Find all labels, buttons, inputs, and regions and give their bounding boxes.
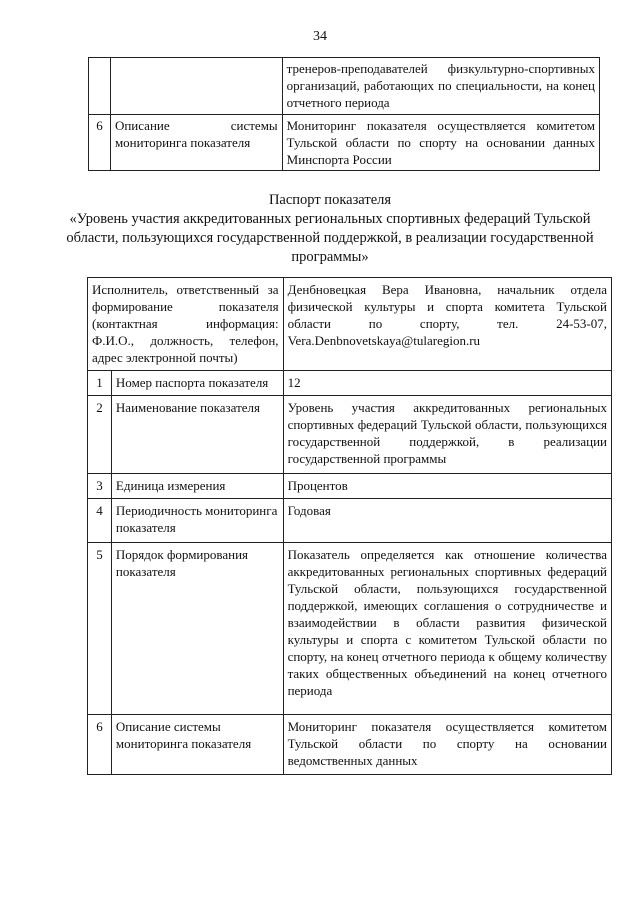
- passport-title: Паспорт показателя: [268, 192, 392, 208]
- row-number: 6: [88, 715, 112, 775]
- row-label: Единица измерения: [111, 474, 283, 499]
- row-value: Годовая: [283, 499, 611, 543]
- row-number: 1: [88, 371, 112, 396]
- row-label: Номер паспорта показателя: [111, 371, 283, 396]
- row-label: Порядок формирования показателя: [111, 543, 283, 715]
- row-number: 5: [88, 543, 112, 715]
- row-label: [110, 58, 282, 115]
- page-number: 34: [313, 29, 327, 44]
- row-number: 4: [88, 499, 112, 543]
- row-number: 3: [88, 474, 112, 499]
- row-value: Уровень участия аккредитованных региональных спортивных федераций Тульской области, пользующихся государственной поддержкой, в реализации государственной программы: [283, 396, 611, 474]
- table-row: [89, 58, 600, 115]
- row-value: Процентов: [283, 474, 611, 499]
- table-row: [88, 715, 612, 775]
- passport-heading-block: [60, 191, 600, 267]
- passport-subtitle: «Уровень участия аккредитованных региональных спортивных федераций Тульской области, пользующихся государственной поддержкой, в реализации государственной программы»: [66, 211, 594, 265]
- executor-label: Исполнитель, ответственный за формирование показателя (контактная информация: Ф.И.О., должность, телефон, адрес электронной почты): [88, 278, 284, 371]
- table-row: [88, 396, 612, 474]
- row-value: тренеров-преподавателей физкультурно-спортивных организаций, работающих по специальности, на конец отчетного периода: [282, 58, 599, 115]
- row-label: Описание системы мониторинга показателя: [111, 715, 283, 775]
- row-value: 12: [283, 371, 611, 396]
- row-value: Мониторинг показателя осуществляется комитетом Тульской области по спорту на основании данных Минспорта России: [282, 115, 599, 171]
- table-row: [88, 499, 612, 543]
- table-row: [88, 543, 612, 715]
- table-row: [89, 115, 600, 171]
- table-row: [88, 474, 612, 499]
- row-value: Мониторинг показателя осуществляется комитетом Тульской области по спорту на основании ведомственных данных: [283, 715, 611, 775]
- row-label: Описание системы мониторинга показателя: [110, 115, 282, 171]
- row-number: 2: [88, 396, 112, 474]
- row-number: [89, 58, 111, 115]
- row-label: Периодичность мониторинга показателя: [111, 499, 283, 543]
- row-value: Показатель определяется как отношение количества аккредитованных региональных спортивных федераций Тульской области, пользующихся государственной поддержкой, имеющих соглашения о сотрудничестве и взаимодействии в области развития физической культуры и спорта с комитетом Тульской области по спорту, на конец отчетного периода к общему количеству таких общественных объединений на конец отчетного периода: [283, 543, 611, 715]
- table-row: [88, 371, 612, 396]
- indicator-table-continuation: [88, 57, 600, 171]
- executor-value: Денбновецкая Вера Ивановна, начальник отдела физической культуры и спорта комитета Тульской области по спорту, тел. 24-53-07, Vera.Denbnovetskaya@tularegion.ru: [283, 278, 611, 371]
- row-number: 6: [89, 115, 111, 171]
- row-label: Наименование показателя: [111, 396, 283, 474]
- table-row-executor: [88, 278, 612, 371]
- indicator-passport-table: [87, 277, 612, 775]
